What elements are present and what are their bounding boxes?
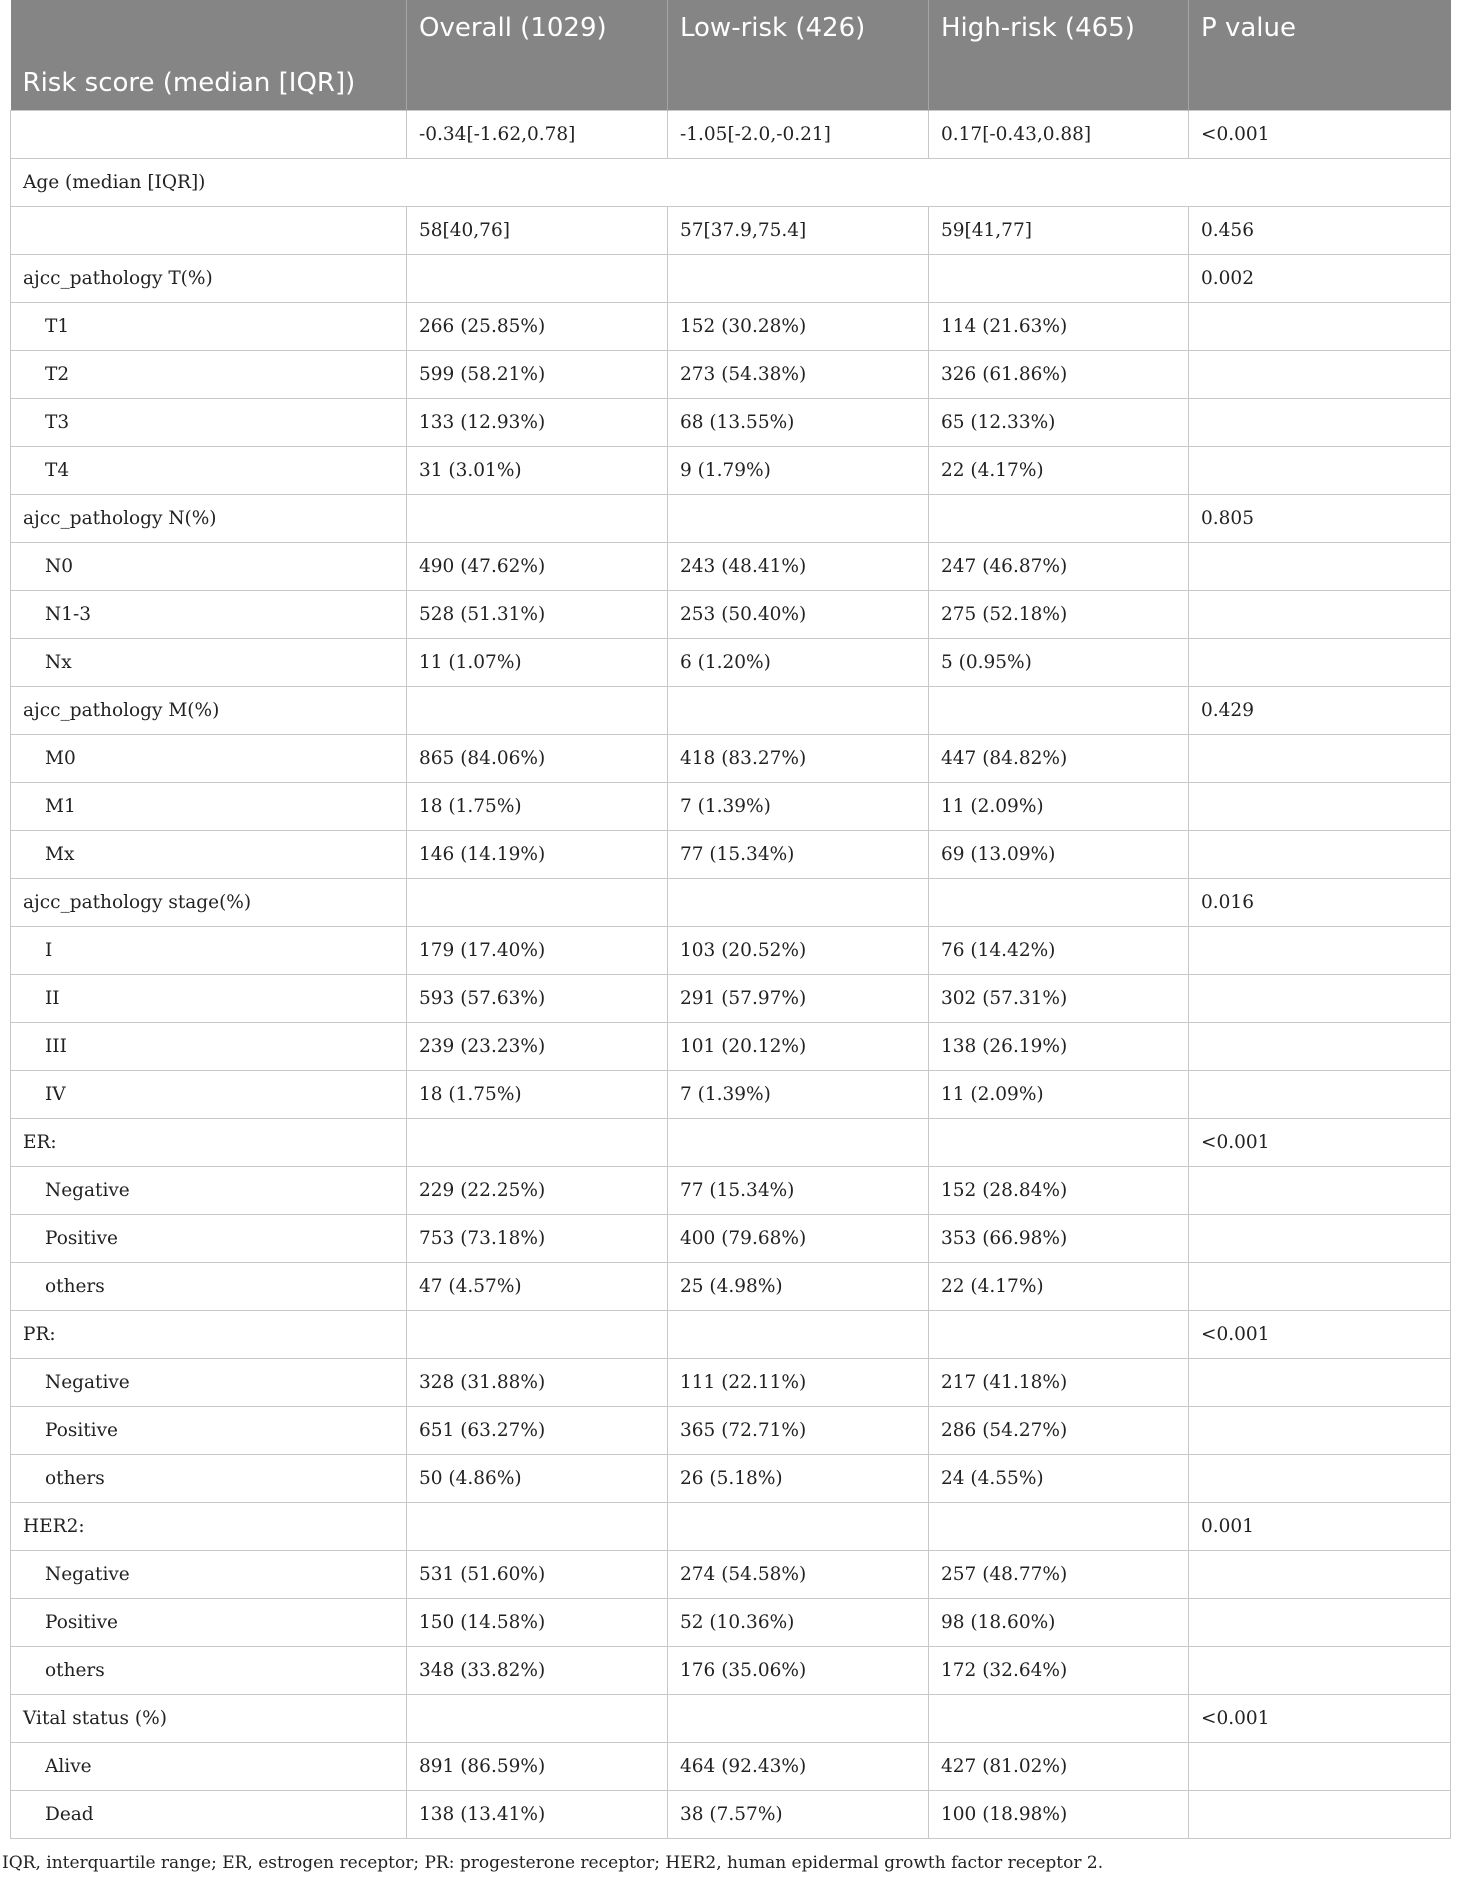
cell-overall: 150 (14.58%) (407, 1599, 668, 1647)
cell-low-risk (668, 879, 929, 927)
table-row (11, 783, 1451, 831)
cell-overall: 490 (47.62%) (407, 543, 668, 591)
table-row (11, 303, 1451, 351)
cell-low-risk: 52 (10.36%) (668, 1599, 929, 1647)
table-row (11, 1071, 1451, 1119)
cell-overall: 239 (23.23%) (407, 1023, 668, 1071)
cell-p-value (1189, 927, 1451, 975)
cell-p-value (1189, 639, 1451, 687)
row-label: HER2: (11, 1503, 407, 1551)
cell-low-risk: 68 (13.55%) (668, 399, 929, 447)
table-row (11, 1455, 1451, 1503)
cell-p-value: <0.001 (1189, 1695, 1451, 1743)
cell-high-risk: 275 (52.18%) (929, 591, 1189, 639)
cell-low-risk: 101 (20.12%) (668, 1023, 929, 1071)
cell-low-risk: 111 (22.11%) (668, 1359, 929, 1407)
cell-high-risk: 98 (18.60%) (929, 1599, 1189, 1647)
cell-p-value: 0.429 (1189, 687, 1451, 735)
cell-low-risk (668, 1311, 929, 1359)
cell-overall: 865 (84.06%) (407, 735, 668, 783)
cell-p-value (1189, 1647, 1451, 1695)
cell-high-risk: 447 (84.82%) (929, 735, 1189, 783)
table-row (11, 1263, 1451, 1311)
data-table (10, 0, 1451, 1839)
cell-high-risk: 114 (21.63%) (929, 303, 1189, 351)
table-row (11, 1215, 1451, 1263)
cell-overall: -0.34[-1.62,0.78] (407, 111, 668, 159)
cell-overall: 753 (73.18%) (407, 1215, 668, 1263)
cell-high-risk (929, 1503, 1189, 1551)
row-label: I (11, 927, 407, 975)
cell-p-value (1189, 543, 1451, 591)
row-label: Negative (11, 1167, 407, 1215)
row-label: Nx (11, 639, 407, 687)
row-label: Positive (11, 1599, 407, 1647)
cell-high-risk (929, 687, 1189, 735)
table-row (11, 207, 1451, 255)
table-row (11, 1119, 1451, 1167)
column-header-overall: Overall (1029) (407, 0, 668, 56)
cell-high-risk (929, 1695, 1189, 1743)
cell-overall (407, 687, 668, 735)
cell-p-value (1189, 1551, 1451, 1599)
cell-high-risk (929, 495, 1189, 543)
cell-overall: 528 (51.31%) (407, 591, 668, 639)
cell-high-risk: 11 (2.09%) (929, 1071, 1189, 1119)
cell-high-risk: 257 (48.77%) (929, 1551, 1189, 1599)
row-label: ER: (11, 1119, 407, 1167)
cell-high-risk: 69 (13.09%) (929, 831, 1189, 879)
cell-p-value (1189, 1215, 1451, 1263)
cell-low-risk: 26 (5.18%) (668, 1455, 929, 1503)
column-header-low-risk: Low-risk (426) (668, 0, 929, 56)
table-row (11, 351, 1451, 399)
cell-p-value (1189, 1599, 1451, 1647)
cell-overall: 31 (3.01%) (407, 447, 668, 495)
cell-low-risk: 7 (1.39%) (668, 1071, 929, 1119)
cell-low-risk (668, 1119, 929, 1167)
cell-low-risk: 176 (35.06%) (668, 1647, 929, 1695)
row-label: T1 (11, 303, 407, 351)
cell-high-risk: 100 (18.98%) (929, 1791, 1189, 1839)
cell-p-value (1189, 735, 1451, 783)
cell-high-risk (929, 255, 1189, 303)
cell-overall: 18 (1.75%) (407, 1071, 668, 1119)
row-label: Negative (11, 1359, 407, 1407)
cell-p-value (1189, 783, 1451, 831)
row-label: M0 (11, 735, 407, 783)
cell-p-value: 0.016 (1189, 879, 1451, 927)
table-row (11, 1359, 1451, 1407)
cell-high-risk: 302 (57.31%) (929, 975, 1189, 1023)
cell-overall: 179 (17.40%) (407, 927, 668, 975)
cell-p-value (1189, 1167, 1451, 1215)
row-label: PR: (11, 1311, 407, 1359)
cell-low-risk (668, 1503, 929, 1551)
cell-overall: 651 (63.27%) (407, 1407, 668, 1455)
table-row (11, 591, 1451, 639)
cell-high-risk: 353 (66.98%) (929, 1215, 1189, 1263)
cell-low-risk: 77 (15.34%) (668, 831, 929, 879)
row-label: Negative (11, 1551, 407, 1599)
cell-low-risk (668, 255, 929, 303)
cell-overall: 138 (13.41%) (407, 1791, 668, 1839)
cell-high-risk: 427 (81.02%) (929, 1743, 1189, 1791)
table-row (11, 159, 1451, 207)
cell-low-risk: 273 (54.38%) (668, 351, 929, 399)
table-row (11, 735, 1451, 783)
cell-low-risk: 103 (20.52%) (668, 927, 929, 975)
cell-p-value (1189, 831, 1451, 879)
table-body (11, 111, 1451, 1839)
cell-low-risk: 7 (1.39%) (668, 783, 929, 831)
cell-high-risk: 152 (28.84%) (929, 1167, 1189, 1215)
table-row (11, 111, 1451, 159)
cell-p-value: <0.001 (1189, 1311, 1451, 1359)
row-label: M1 (11, 783, 407, 831)
row-label: others (11, 1263, 407, 1311)
cell-overall: 531 (51.60%) (407, 1551, 668, 1599)
table-row (11, 1503, 1451, 1551)
row-label: Mx (11, 831, 407, 879)
cell-low-risk: 274 (54.58%) (668, 1551, 929, 1599)
cell-p-value (1189, 1071, 1451, 1119)
row-label: T2 (11, 351, 407, 399)
cell-overall: 348 (33.82%) (407, 1647, 668, 1695)
table-row (11, 255, 1451, 303)
column-header-variable (11, 0, 407, 56)
cell-p-value (1189, 399, 1451, 447)
cell-overall (407, 1503, 668, 1551)
cell-overall (407, 495, 668, 543)
table-row (11, 975, 1451, 1023)
cell-high-risk: 286 (54.27%) (929, 1407, 1189, 1455)
table-row (11, 1791, 1451, 1839)
row-label: Dead (11, 1791, 407, 1839)
row-label: ajcc_pathology M(%) (11, 687, 407, 735)
cell-overall: 11 (1.07%) (407, 639, 668, 687)
cell-high-risk: 24 (4.55%) (929, 1455, 1189, 1503)
header-row-risk-score (11, 56, 1451, 111)
row-label: Age (median [IQR]) (11, 159, 1451, 207)
cell-p-value: 0.001 (1189, 1503, 1451, 1551)
cell-low-risk: 291 (57.97%) (668, 975, 929, 1023)
row-label: ajcc_pathology N(%) (11, 495, 407, 543)
risk-score-label: Risk score (median [IQR]) (11, 56, 407, 111)
row-label: N1-3 (11, 591, 407, 639)
cell-p-value (1189, 1407, 1451, 1455)
cell-p-value: 0.805 (1189, 495, 1451, 543)
row-label: Positive (11, 1215, 407, 1263)
row-label: ajcc_pathology T(%) (11, 255, 407, 303)
table-row (11, 1695, 1451, 1743)
cell-low-risk: 6 (1.20%) (668, 639, 929, 687)
table-row (11, 879, 1451, 927)
table-row (11, 687, 1451, 735)
cell-low-risk: 77 (15.34%) (668, 1167, 929, 1215)
cell-p-value (1189, 1743, 1451, 1791)
table-row (11, 1407, 1451, 1455)
table-row (11, 1599, 1451, 1647)
row-label: Vital status (%) (11, 1695, 407, 1743)
cell-overall: 891 (86.59%) (407, 1743, 668, 1791)
cell-p-value (1189, 351, 1451, 399)
table-row (11, 1167, 1451, 1215)
cell-overall: 50 (4.86%) (407, 1455, 668, 1503)
cell-overall (407, 1119, 668, 1167)
cell-p-value (1189, 1359, 1451, 1407)
row-label: IV (11, 1071, 407, 1119)
row-label: ajcc_pathology stage(%) (11, 879, 407, 927)
cell-low-risk (668, 1695, 929, 1743)
cell-p-value (1189, 975, 1451, 1023)
table-row (11, 1551, 1451, 1599)
cell-overall: 58[40,76] (407, 207, 668, 255)
row-label (11, 207, 407, 255)
cell-low-risk: 57[37.9,75.4] (668, 207, 929, 255)
cell-overall: 18 (1.75%) (407, 783, 668, 831)
table-container (10, 0, 1450, 1839)
cell-high-risk: 59[41,77] (929, 207, 1189, 255)
cell-low-risk: 243 (48.41%) (668, 543, 929, 591)
cell-overall: 229 (22.25%) (407, 1167, 668, 1215)
row-label: others (11, 1455, 407, 1503)
cell-overall: 328 (31.88%) (407, 1359, 668, 1407)
table-row (11, 399, 1451, 447)
table-row (11, 639, 1451, 687)
row-label: T3 (11, 399, 407, 447)
cell-high-risk: 22 (4.17%) (929, 1263, 1189, 1311)
cell-high-risk: 22 (4.17%) (929, 447, 1189, 495)
table-footnote: IQR, interquartile range; ER, estrogen receptor; PR: progesterone receptor; HER2, human epidermal growth factor receptor 2. (2, 1853, 1104, 1873)
cell-high-risk (929, 879, 1189, 927)
cell-low-risk: 9 (1.79%) (668, 447, 929, 495)
row-label (11, 111, 407, 159)
row-label: II (11, 975, 407, 1023)
cell-high-risk: 65 (12.33%) (929, 399, 1189, 447)
cell-high-risk (929, 1119, 1189, 1167)
table-row (11, 495, 1451, 543)
cell-high-risk: 76 (14.42%) (929, 927, 1189, 975)
row-label: others (11, 1647, 407, 1695)
row-label: III (11, 1023, 407, 1071)
cell-low-risk: -1.05[-2.0,-0.21] (668, 111, 929, 159)
cell-p-value: 0.456 (1189, 207, 1451, 255)
table-row (11, 927, 1451, 975)
cell-overall: 146 (14.19%) (407, 831, 668, 879)
cell-p-value (1189, 1455, 1451, 1503)
cell-overall: 266 (25.85%) (407, 303, 668, 351)
cell-high-risk: 326 (61.86%) (929, 351, 1189, 399)
row-label: N0 (11, 543, 407, 591)
cell-low-risk: 365 (72.71%) (668, 1407, 929, 1455)
cell-p-value: <0.001 (1189, 111, 1451, 159)
cell-high-risk: 11 (2.09%) (929, 783, 1189, 831)
cell-high-risk: 172 (32.64%) (929, 1647, 1189, 1695)
cell-p-value (1189, 447, 1451, 495)
cell-low-risk: 400 (79.68%) (668, 1215, 929, 1263)
cell-overall (407, 255, 668, 303)
cell-p-value (1189, 1263, 1451, 1311)
cell-low-risk: 152 (30.28%) (668, 303, 929, 351)
cell-high-risk (929, 1311, 1189, 1359)
cell-high-risk: 0.17[-0.43,0.88] (929, 111, 1189, 159)
cell-overall: 47 (4.57%) (407, 1263, 668, 1311)
table-row (11, 447, 1451, 495)
cell-p-value (1189, 591, 1451, 639)
cell-overall (407, 879, 668, 927)
table-row (11, 1311, 1451, 1359)
cell-high-risk: 247 (46.87%) (929, 543, 1189, 591)
header-row (11, 0, 1451, 56)
table-row (11, 1647, 1451, 1695)
cell-p-value (1189, 303, 1451, 351)
cell-high-risk: 138 (26.19%) (929, 1023, 1189, 1071)
column-header-high-risk: High-risk (465) (929, 0, 1189, 56)
cell-low-risk: 253 (50.40%) (668, 591, 929, 639)
table-row (11, 1743, 1451, 1791)
cell-p-value: 0.002 (1189, 255, 1451, 303)
cell-p-value: <0.001 (1189, 1119, 1451, 1167)
cell-high-risk: 217 (41.18%) (929, 1359, 1189, 1407)
table-header (11, 0, 1451, 111)
cell-low-risk: 25 (4.98%) (668, 1263, 929, 1311)
cell-overall (407, 1695, 668, 1743)
table-row (11, 543, 1451, 591)
row-label: T4 (11, 447, 407, 495)
cell-overall: 593 (57.63%) (407, 975, 668, 1023)
cell-overall: 133 (12.93%) (407, 399, 668, 447)
cell-p-value (1189, 1023, 1451, 1071)
row-label: Alive (11, 1743, 407, 1791)
cell-low-risk: 464 (92.43%) (668, 1743, 929, 1791)
row-label: Positive (11, 1407, 407, 1455)
cell-low-risk (668, 495, 929, 543)
cell-low-risk (668, 687, 929, 735)
cell-low-risk: 418 (83.27%) (668, 735, 929, 783)
cell-p-value (1189, 1791, 1451, 1839)
cell-low-risk: 38 (7.57%) (668, 1791, 929, 1839)
table-row (11, 831, 1451, 879)
cell-overall: 599 (58.21%) (407, 351, 668, 399)
table-row (11, 1023, 1451, 1071)
cell-high-risk: 5 (0.95%) (929, 639, 1189, 687)
cell-overall (407, 1311, 668, 1359)
column-header-p-value: P value (1189, 0, 1451, 56)
